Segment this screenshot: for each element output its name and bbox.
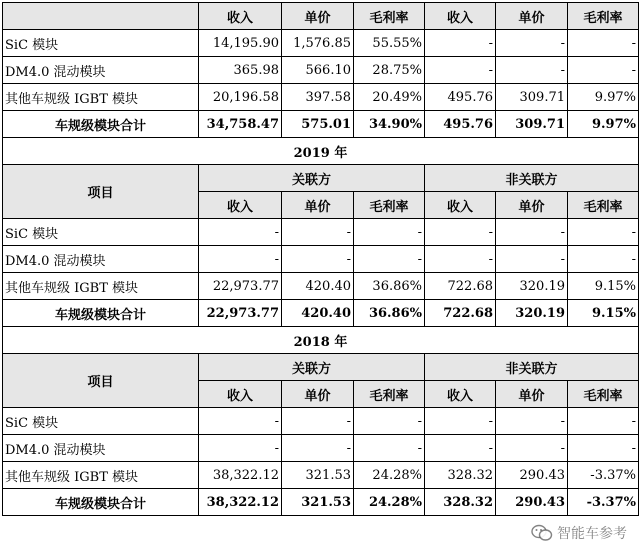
cell-value: - (425, 219, 496, 246)
cell-value: 9.15% (568, 300, 639, 327)
section-header-row (3, 165, 639, 192)
cell-value: 36.86% (354, 300, 425, 327)
cell-value: 24.28% (354, 462, 425, 489)
cell-value: 20,196.58 (199, 84, 282, 111)
cell-value: 290.43 (496, 462, 568, 489)
col-revenue-nonrelated: 收入 (425, 192, 496, 219)
table-row (3, 462, 639, 489)
col-revenue-related: 收入 (199, 3, 282, 30)
row-label: SiC 模块 (3, 408, 199, 435)
cell-value: - (568, 408, 639, 435)
cell-value: 22,973.77 (199, 273, 282, 300)
row-label: DM4.0 混动模块 (3, 57, 199, 84)
row-label: SiC 模块 (3, 30, 199, 57)
cell-value: 566.10 (282, 57, 354, 84)
col-unit-price-nonrelated: 单价 (496, 381, 568, 408)
cell-value: 36.86% (354, 273, 425, 300)
watermark-text: 智能车参考 (557, 526, 627, 542)
col-gross-margin-nonrelated: 毛利率 (568, 3, 639, 30)
cell-value: 495.76 (425, 111, 496, 138)
cell-value: - (425, 246, 496, 273)
year-row (3, 327, 639, 354)
cell-value: 55.55% (354, 30, 425, 57)
total-row (3, 111, 639, 138)
cell-value: - (282, 435, 354, 462)
cell-value: - (199, 435, 282, 462)
cell-value: 290.43 (496, 489, 568, 516)
col-unit-price-nonrelated: 单价 (496, 3, 568, 30)
header-blank-cell (3, 3, 199, 30)
cell-value: - (496, 30, 568, 57)
cell-value: - (568, 219, 639, 246)
cell-value: -3.37% (568, 462, 639, 489)
cell-value: 9.15% (568, 273, 639, 300)
cell-value: 38,322.12 (199, 462, 282, 489)
cell-value: - (568, 246, 639, 273)
cell-value: 420.40 (282, 300, 354, 327)
col-gross-margin-related: 毛利率 (354, 381, 425, 408)
col-gross-margin-nonrelated: 毛利率 (568, 192, 639, 219)
cell-value: - (354, 408, 425, 435)
col-group-nonrelated: 非关联方 (425, 354, 639, 381)
row-label: DM4.0 混动模块 (3, 246, 199, 273)
cell-value: 320.19 (496, 273, 568, 300)
cell-value: 20.49% (354, 84, 425, 111)
cell-value: 397.58 (282, 84, 354, 111)
col-revenue-nonrelated: 收入 (425, 3, 496, 30)
row-label: 车规级模块合计 (3, 300, 199, 327)
cell-value: - (425, 30, 496, 57)
table-row (3, 246, 639, 273)
row-label: 其他车规级 IGBT 模块 (3, 84, 199, 111)
cell-value: 575.01 (282, 111, 354, 138)
cell-value: - (199, 408, 282, 435)
row-label: 车规级模块合计 (3, 489, 199, 516)
table-row (3, 408, 639, 435)
col-gross-margin-related: 毛利率 (354, 3, 425, 30)
row-label: 车规级模块合计 (3, 111, 199, 138)
table-row (3, 30, 639, 57)
col-unit-price-related: 单价 (282, 3, 354, 30)
row-label: 其他车规级 IGBT 模块 (3, 273, 199, 300)
col-unit-price-related: 单价 (282, 381, 354, 408)
cell-value: - (354, 219, 425, 246)
row-label: DM4.0 混动模块 (3, 435, 199, 462)
table-row (3, 57, 639, 84)
cell-value: 24.28% (354, 489, 425, 516)
cell-value: - (199, 246, 282, 273)
col-unit-price-nonrelated: 单价 (496, 192, 568, 219)
cell-value: -3.37% (568, 489, 639, 516)
col-unit-price-related: 单价 (282, 192, 354, 219)
financial-table (2, 2, 639, 516)
cell-value: - (282, 219, 354, 246)
table-row (3, 435, 639, 462)
cell-value: 495.76 (425, 84, 496, 111)
cell-value: 365.98 (199, 57, 282, 84)
cell-value: - (496, 408, 568, 435)
cell-value: - (568, 30, 639, 57)
cell-value: 309.71 (496, 84, 568, 111)
cell-value: - (425, 57, 496, 84)
cell-value: - (199, 219, 282, 246)
cell-value: 321.53 (282, 462, 354, 489)
cell-value: - (496, 435, 568, 462)
cell-value: - (425, 435, 496, 462)
row-label: 其他车规级 IGBT 模块 (3, 462, 199, 489)
total-row (3, 489, 639, 516)
cell-value: 328.32 (425, 462, 496, 489)
cell-value: 321.53 (282, 489, 354, 516)
cell-value: 320.19 (496, 300, 568, 327)
col-gross-margin-related: 毛利率 (354, 192, 425, 219)
table-row (3, 219, 639, 246)
cell-value: - (496, 57, 568, 84)
cell-value: 14,195.90 (199, 30, 282, 57)
col-revenue-nonrelated: 收入 (425, 381, 496, 408)
cell-value: - (282, 408, 354, 435)
cell-value: 328.32 (425, 489, 496, 516)
table-row (3, 84, 639, 111)
col-revenue-related: 收入 (199, 192, 282, 219)
col-group-nonrelated: 非关联方 (425, 165, 639, 192)
table-row (3, 273, 639, 300)
cell-value: 309.71 (496, 111, 568, 138)
cell-value: - (496, 246, 568, 273)
cell-value: - (496, 219, 568, 246)
cell-value: - (568, 435, 639, 462)
col-group-related: 关联方 (199, 165, 425, 192)
cell-value: 1,576.85 (282, 30, 354, 57)
cell-value: 9.97% (568, 111, 639, 138)
watermark (531, 523, 627, 543)
col-gross-margin-nonrelated: 毛利率 (568, 381, 639, 408)
cell-value: - (568, 57, 639, 84)
cell-value: 722.68 (425, 300, 496, 327)
cell-value: 28.75% (354, 57, 425, 84)
year-label: 2019 年 (3, 138, 639, 165)
cell-value: - (354, 246, 425, 273)
col-revenue-related: 收入 (199, 381, 282, 408)
cell-value: 22,973.77 (199, 300, 282, 327)
section-1-header-row (3, 3, 639, 30)
wechat-icon (531, 524, 553, 542)
col-item: 项目 (3, 165, 199, 219)
cell-value: 34.90% (354, 111, 425, 138)
col-group-related: 关联方 (199, 354, 425, 381)
cell-value: 34,758.47 (199, 111, 282, 138)
cell-value: 38,322.12 (199, 489, 282, 516)
cell-value: - (282, 246, 354, 273)
cell-value: 420.40 (282, 273, 354, 300)
row-label: SiC 模块 (3, 219, 199, 246)
year-row (3, 138, 639, 165)
cell-value: 9.97% (568, 84, 639, 111)
cell-value: - (354, 435, 425, 462)
total-row (3, 300, 639, 327)
col-item: 项目 (3, 354, 199, 408)
year-label: 2018 年 (3, 327, 639, 354)
cell-value: - (425, 408, 496, 435)
cell-value: 722.68 (425, 273, 496, 300)
section-header-row (3, 354, 639, 381)
